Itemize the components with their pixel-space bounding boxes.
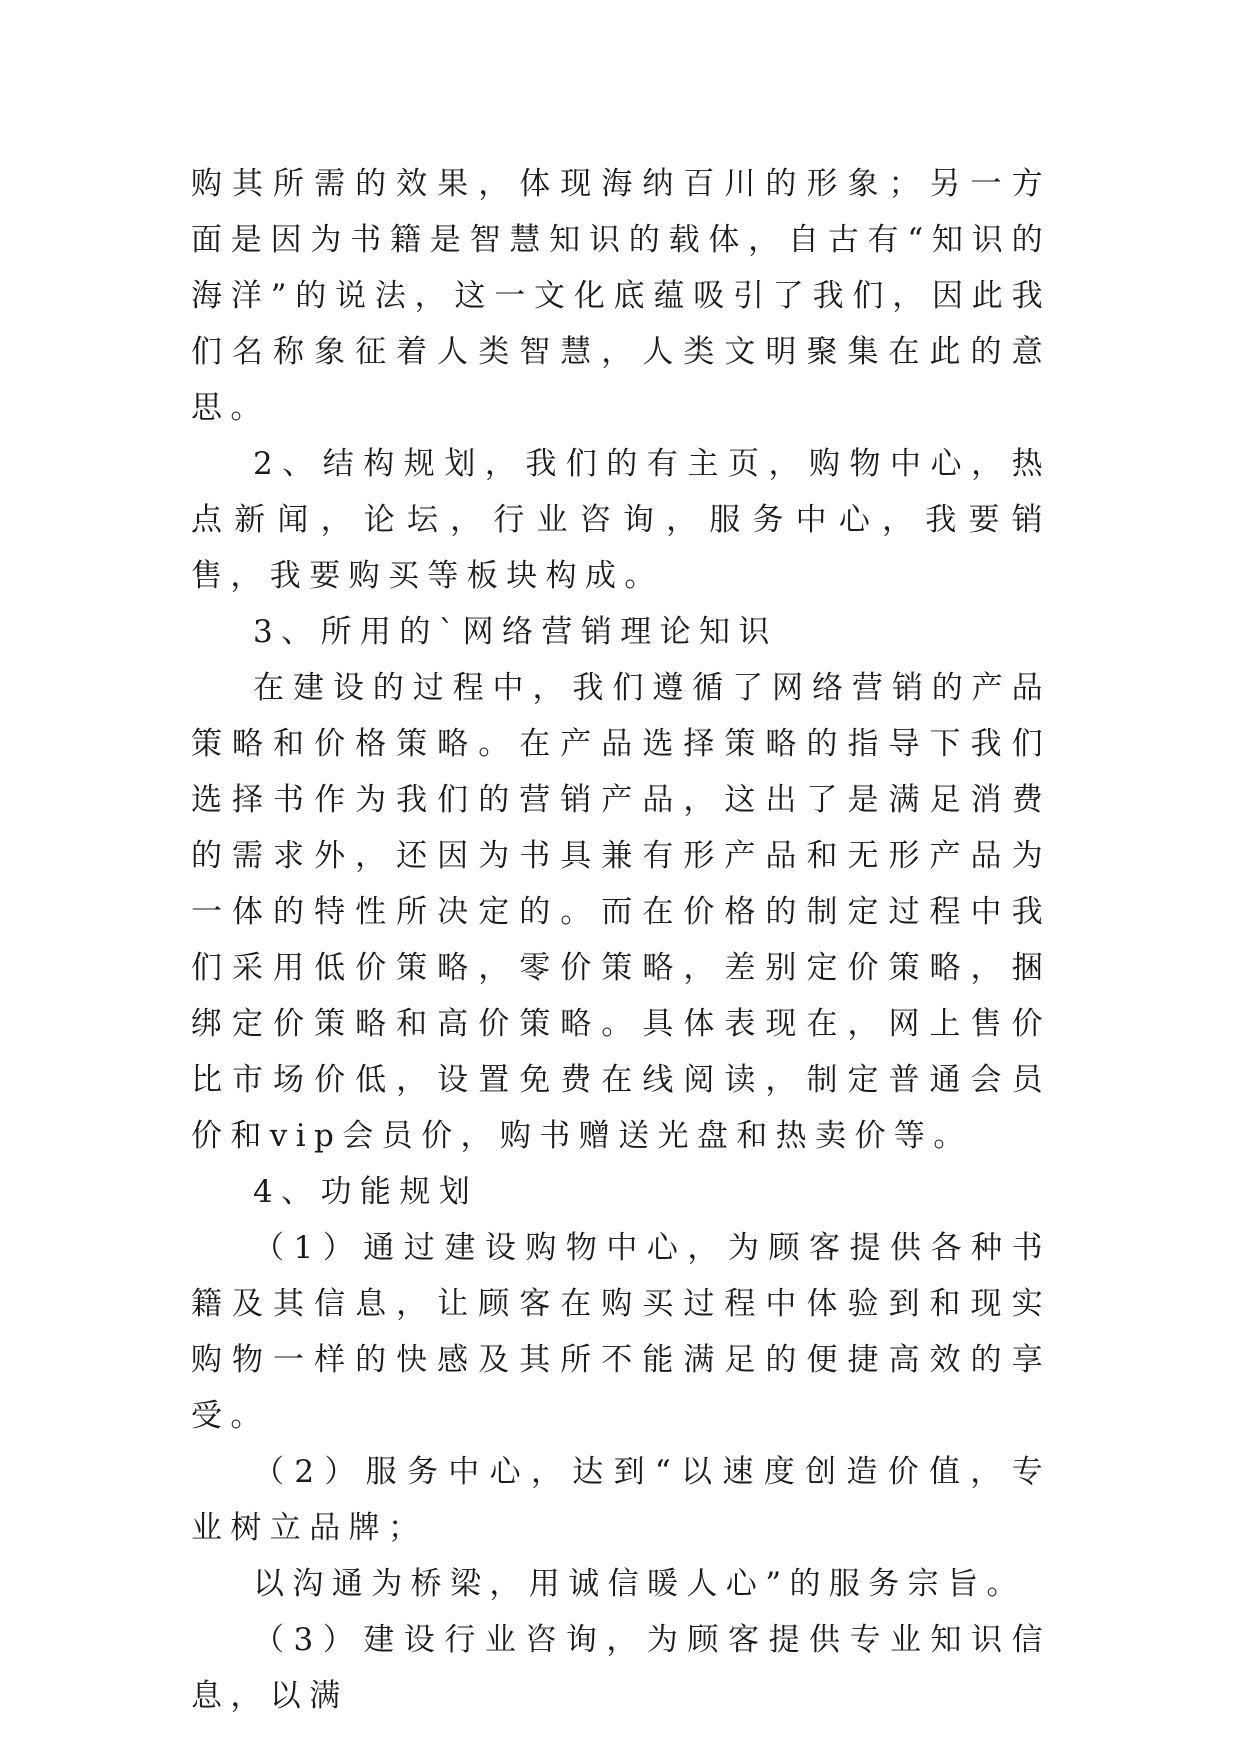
paragraph-marketing-strategy: 在建设的过程中，我们遵循了网络营销的产品策略和价格策略。在产品选择策略的指导下我们选择书作为我们的营销产品，这出了是满足消费的需求外，还因为书具兼有形产品和无形产品为一体的特性所决定的。而在价格的制定过程中我们采用低价策略，零价策略，差别定价策略，捆绑定价策略和高价策略。具体表现在，网上售价比市场价低，设置免费在线阅读，制定普通会员价和vip会员价，购书赠送光盘和热卖价等。: [191, 670, 1051, 1154]
paragraph-shopping-center: （1）通过建设购物中心，为顾客提供各种书籍及其信息，让顾客在购买过程中体验到和现实购物一样的快感及其所不能满足的便捷高效的享受。: [191, 1230, 1051, 1434]
document-body: [191, 156, 1051, 1724]
paragraph-industry-consulting: （3）建设行业咨询，为顾客提供专业知识信息，以满: [191, 1622, 1051, 1714]
paragraph-service-motto: 以沟通为桥梁，用诚信暖人心”的服务宗旨。: [253, 1566, 1026, 1602]
heading-marketing-theory: 3、所用的`网络营销理论知识: [253, 614, 778, 650]
paragraph-service-center: （2）服务中心，达到“以速度创造价值，专业树立品牌；: [191, 1454, 1051, 1546]
paragraph-structure-planning: 2、结构规划，我们的有主页，购物中心，热点新闻，论坛，行业咨询，服务中心，我要销售，我要购买等板块构成。: [191, 446, 1051, 594]
paragraph-intro-continuation: 购其所需的效果，体现海纳百川的形象；另一方面是因为书籍是智慧知识的载体，自古有“知识的海洋”的说法，这一文化底蕴吸引了我们，因此我们名称象征着人类智慧，人类文明聚集在此的意思。: [191, 166, 1051, 426]
heading-function-planning: 4、功能规划: [253, 1174, 479, 1210]
